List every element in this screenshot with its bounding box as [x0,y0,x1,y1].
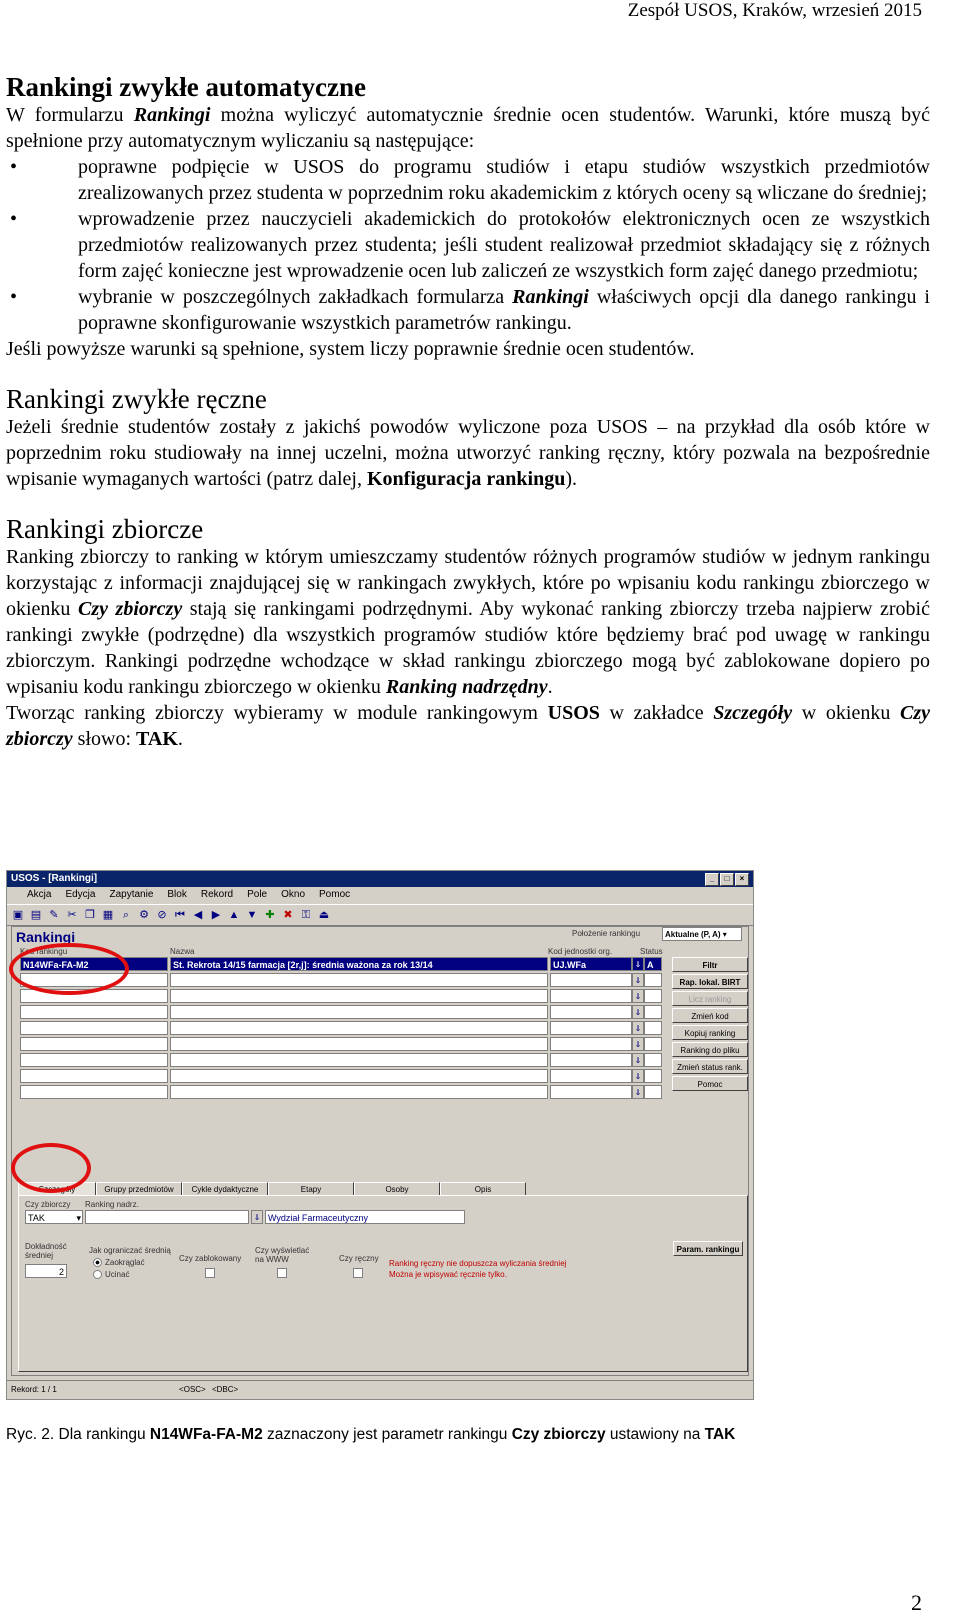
tab-details[interactable]: Szczegóły [18,1182,96,1196]
ranking-code-cell[interactable] [20,1085,168,1099]
status-cell[interactable] [644,1053,662,1067]
collective-paragraph-2: Tworząc ranking zbiorczy wybieramy w module rankingowym USOS w zakładce Szczegóły w okienku Czy zbiorczy słowo: TAK. [6,702,930,750]
menu-item[interactable]: Pomoc [319,889,351,900]
ranking-params-button[interactable]: Param. rankingu [673,1241,743,1256]
usos-screenshot [6,870,754,1400]
highlight-circle-code [9,943,129,995]
status-bar [7,1380,753,1399]
manual-paragraph: Jeżeli średnie studentów zostały z jakichś powodów wyliczone poza USOS – na przykład dla osób które w poprzednim roku studiowały na innej uczelni, można utworzyć ranking ręczny, który pozwala na bezpośrednie wpisanie wymaganych wartości (patrz dalej, Konfiguracja rankingu). [6,416,930,490]
change-code-button[interactable]: Zmień kod [672,1008,748,1023]
menu-bar [7,887,753,903]
unit-code-cell[interactable] [550,1069,632,1083]
list-item: • poprawne podpięcie w USOS do programu studiów i etapu studiów wszystkich przedmiotów zrealizowanych przez studenta w poprzednim roku akademickim z których oceny są wliczane do średniej; [10,156,930,204]
panel-title: Rankingi [16,929,76,945]
cut-icon[interactable]: ✂ [67,909,77,921]
help-button[interactable]: Pomoc [672,1076,748,1091]
rounding-label: Jak ograniczać średnią [89,1246,171,1255]
filter-label: Położenie rankingu [572,929,641,938]
precision-input[interactable]: 2 [25,1264,67,1278]
unit-code-cell[interactable] [550,1085,632,1099]
menu-item[interactable]: Edycja [65,889,96,900]
faculty-field: Wydział Farmaceutyczny [265,1210,465,1224]
chevron-down-icon: ▾ [76,1213,81,1223]
manual-label: Czy ręczny [339,1254,379,1263]
tab-stages[interactable]: Etapy [268,1182,354,1196]
record-counter: Rekord: 1 / 1 [11,1385,57,1394]
ranking-name-cell[interactable]: St. Rekrota 14/15 farmacja [2r,j]: średnia ważona za rok 13/14 [170,957,548,971]
compute-ranking-button[interactable]: Licz ranking [672,991,748,1006]
menu-item[interactable]: Blok [167,889,187,900]
ranking-to-file-button[interactable]: Ranking do pliku [672,1042,748,1057]
close-icon[interactable]: × [735,873,749,886]
add-record-icon[interactable]: ✚ [265,909,275,921]
radio-round[interactable]: Zaokrąglać [93,1258,145,1267]
page-header: Zespół USOS, Kraków, wrzesień 2015 [627,0,922,21]
figure-caption: Ryc. 2. Dla rankingu N14WFa-FA-M2 zaznaczony jest parametr rankingu Czy zbiorczy ustawiony na TAK [6,1426,736,1443]
unit-code-cell[interactable] [550,1053,632,1067]
manual-note-2: Można je wpisywać ręcznie tylko. [389,1270,507,1279]
next-icon[interactable]: ▶ [211,909,221,921]
status-cell[interactable] [644,989,662,1003]
filter-button[interactable]: Filtr [672,957,748,972]
change-status-button[interactable]: Zmień status rank. [672,1059,748,1074]
section-title-automatic: Rankingi zwykłe automatyczne [6,72,366,102]
up-icon[interactable]: ▲ [228,909,240,921]
radio-on-icon [93,1258,102,1267]
lov-icon[interactable]: ⇓ [632,957,644,971]
rankings-panel [11,926,749,1376]
outro-paragraph: Jeśli powyższe warunki są spełnione, system liczy poprawnie średnie ocen studentów. [6,338,695,360]
status-cell[interactable] [644,1021,662,1035]
status-cell[interactable] [644,1085,662,1099]
lov-icon[interactable]: ⇓ [632,989,644,1003]
manual-note-1: Ranking ręczny nie dopuszcza wyliczania średniej [389,1259,567,1268]
tab-subject-groups[interactable]: Grupy przedmiotów [96,1182,182,1196]
ranking-code-cell[interactable] [20,1037,168,1051]
lov-icon[interactable]: ⇓ [632,1053,644,1067]
unit-code-cell[interactable] [550,1021,632,1035]
first-record-icon[interactable]: ⏮ [175,909,185,921]
previous-icon[interactable]: ◀ [193,909,203,921]
www-label: Czy wyświetlać na WWW [255,1246,310,1264]
unit-code-cell[interactable] [550,1037,632,1051]
birt-report-button[interactable]: Rap. lokal. BIRT [672,974,748,989]
list-item: • wybranie w poszczególnych zakładkach formularza Rankingi właściwych opcji dla danego rankingu i poprawne skonfigurowanie wszystkich parametrów rankingu. [10,286,930,334]
lov-icon[interactable]: ⇓ [632,1069,644,1083]
lov-icon[interactable]: ⇓ [632,973,644,987]
www-checkbox[interactable] [277,1268,287,1278]
manual-checkbox[interactable] [353,1268,363,1278]
section-title-manual: Rankingi zwykłe ręczne [6,384,267,414]
paste-icon[interactable]: ▦ [102,909,114,921]
tab-description[interactable]: Opis [440,1182,526,1196]
delete-record-icon[interactable]: ✖ [283,909,293,921]
menu-item[interactable]: Akcja [27,889,52,900]
window-titlebar [7,871,753,887]
menu-item[interactable]: Pole [247,889,268,900]
unit-code-cell[interactable] [550,989,632,1003]
maximize-icon[interactable]: □ [720,873,734,886]
window-title: USOS - [Rankingi] [11,873,98,884]
collective-paragraph-1: Ranking zbiorczy to ranking w którym umieszczamy studentów różnych programów studiów w jednym rankingu korzystając z informacji znajdującej się w rankingach zwykłych, które po wpisaniu kodu rankingu zbiorczego w okienku Czy zbiorczy stają się rankingami podrzędnymi. Aby wykonać ranking zbiorczy trzeba najpierw zrobić rankingi zwykłe (podrzędne) dla wszystkich programów studiów które będziemy brać pod uwagę w rankingu zbiorczym. Rankingi podrzędne wchodzące w skład rankingu zbiorczego mogą być zablokowane dopiero po wpisaniu kodu rankingu zbiorczego w okienku Ranking nadrzędny. [6,546,930,698]
unit-code-cell[interactable]: UJ.WFa [550,957,632,971]
lov-icon[interactable]: ⇓ [632,1037,644,1051]
lock-icon[interactable]: ⚿ [301,909,311,921]
unit-code-cell[interactable] [550,1005,632,1019]
ranking-name-cell[interactable] [170,989,548,1003]
radio-off-icon [93,1270,102,1279]
status-cell[interactable] [644,1037,662,1051]
ranking-name-cell[interactable] [170,1037,548,1051]
ranking-code-cell[interactable]: N14WFa-FA-M2 [20,957,168,971]
menu-item[interactable]: Rekord [200,889,234,900]
cancel-icon[interactable]: ⊘ [157,909,167,921]
menu-item[interactable]: Zapytanie [109,889,154,900]
menu-item[interactable]: Okno [281,889,306,900]
ranking-code-cell[interactable] [20,1021,168,1035]
czy-zbiorczy-label: Czy zbiorczy [25,1200,71,1209]
ranking-nadrzedny-input[interactable] [85,1210,249,1224]
status-osc: <OSC> [179,1385,206,1394]
filter-select[interactable]: Aktualne (P, A) ▾ [662,927,742,941]
lov-icon[interactable]: ⇓ [251,1210,263,1224]
col-header-status: Status [640,947,663,956]
exit-icon[interactable]: ⏏ [318,909,330,921]
radio-truncate[interactable]: Ucinać [93,1270,129,1279]
ranking-name-cell[interactable] [170,1085,548,1099]
execute-icon[interactable]: ⚙ [139,909,149,921]
ranking-code-cell[interactable] [20,1053,168,1067]
ranking-code-cell[interactable] [20,1005,168,1019]
copy-ranking-button[interactable]: Kopiuj ranking [672,1025,748,1040]
precision-label: Dokładność średniej [25,1242,67,1260]
tab-bar [18,1182,746,1196]
lov-icon[interactable]: ⇓ [632,1085,644,1099]
page-number: 2 [911,1590,922,1615]
ranking-name-cell[interactable] [170,1005,548,1019]
print-icon[interactable]: ▤ [30,909,42,921]
ranking-name-cell[interactable] [170,973,548,987]
status-dbc: <DBC> [211,1385,239,1394]
minimize-icon[interactable]: _ [705,873,719,886]
col-header-code: Kod rankingu [20,947,68,956]
czy-zbiorczy-select[interactable]: TAK ▾ [25,1210,83,1224]
down-icon[interactable]: ▼ [246,909,258,921]
conditions-list [6,154,930,336]
details-pane [18,1195,748,1372]
copy-icon[interactable]: ❐ [85,909,95,921]
locked-checkbox[interactable] [205,1268,215,1278]
ranking-code-cell[interactable] [20,1069,168,1083]
search-icon[interactable]: ⌕ [122,909,130,921]
ranking-name-cell[interactable] [170,1053,548,1067]
tab-persons[interactable]: Osoby [354,1182,440,1196]
document-body [6,72,930,752]
ranking-nadrzedny-label: Ranking nadrz. [85,1200,139,1209]
section-title-collective: Rankingi zbiorcze [6,514,204,544]
status-cell[interactable] [644,1069,662,1083]
edit-icon[interactable]: ✎ [49,909,59,921]
lov-icon[interactable]: ⇓ [632,1021,644,1035]
tab-didactic-cycles[interactable]: Cykle dydaktyczne [182,1182,268,1196]
highlight-circle-zbiorczy [11,1143,91,1193]
col-header-name: Nazwa [170,947,195,956]
lov-icon[interactable]: ⇓ [632,1005,644,1019]
intro-paragraph: W formularzu Rankingi można wyliczyć automatycznie średnie ocen studentów. Warunki, które muszą być spełnione przy automatycznym wyliczaniu są następujące: [6,104,930,152]
save-icon[interactable]: ▣ [12,909,24,921]
toolbar [7,904,753,926]
list-item: • wprowadzenie przez nauczycieli akademickich do protokołów elektronicznych ocen ze wszystkich przedmiotów realizowanych przez studenta; jeśli student realizował przedmiot składający się z różnych form zajęć konieczne jest wprowadzenie ocen lub zaliczeń ze wszystkich form zajęć danego przedmiotu; [10,208,930,282]
status-cell[interactable] [644,973,662,987]
ranking-name-cell[interactable] [170,1021,548,1035]
status-cell[interactable]: A [644,957,662,971]
locked-label: Czy zablokowany [179,1254,242,1263]
ranking-name-cell[interactable] [170,1069,548,1083]
col-header-unit: Kod jednostki org. [548,947,613,956]
status-cell[interactable] [644,1005,662,1019]
unit-code-cell[interactable] [550,973,632,987]
